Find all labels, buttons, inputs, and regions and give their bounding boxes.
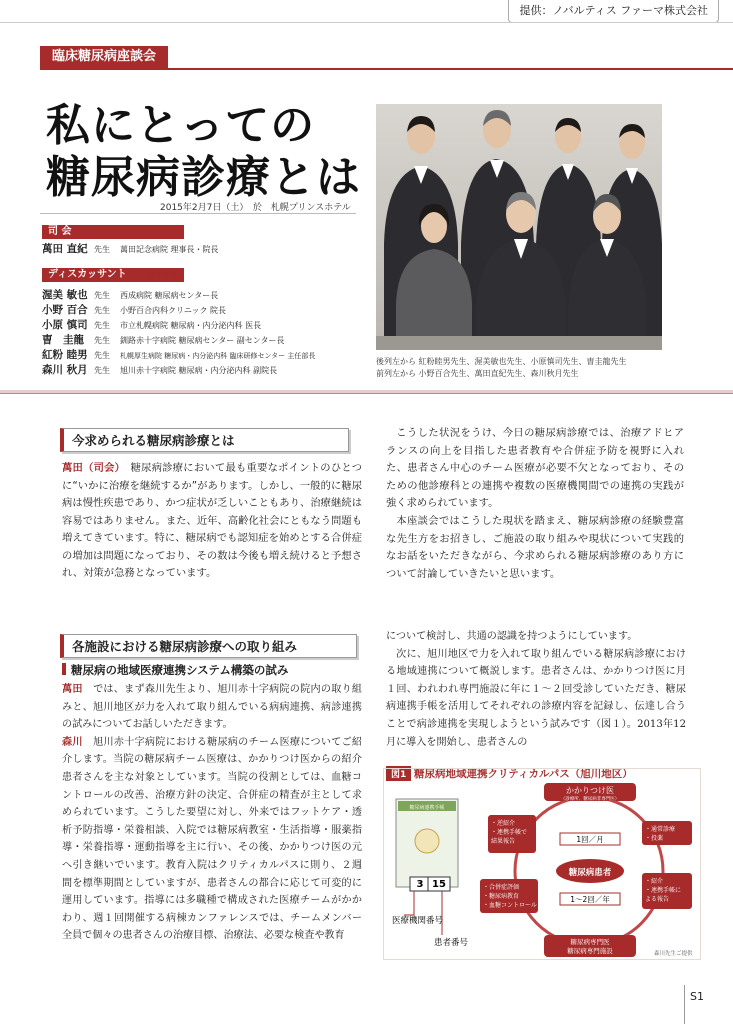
series-label: 臨床糖尿病座談会	[40, 46, 168, 68]
institution-number-label: 医療機関番号	[392, 916, 444, 926]
discussant-name: 小原 慎司	[42, 319, 88, 331]
group-photo	[376, 104, 662, 350]
subheading-bar	[62, 663, 66, 675]
section2-right-p1: について検討し、共通の認識を持つようにしています。	[386, 631, 638, 642]
discussant-honorific: 先生	[94, 306, 110, 315]
speaker-label: 萬田	[62, 684, 83, 695]
discussant-honorific: 先生	[94, 336, 110, 345]
top-node-label: かかりつけ医	[566, 786, 614, 795]
moderator-row	[42, 242, 219, 256]
discussant-name: 小野 百合	[42, 304, 88, 316]
sponsor-credit: 提供：ノバルティス ファーマ株式会社	[508, 0, 719, 23]
discussant-row	[42, 363, 277, 377]
article-title	[46, 100, 361, 204]
discussant-affiliation: 西成病院 糖尿病センター長	[120, 291, 219, 300]
date-divider	[40, 213, 356, 214]
section1-heading: 今求められる糖尿病診療とは	[60, 428, 349, 452]
discussant-honorific: 先生	[94, 291, 110, 300]
date-place: 2015年2月7日（土） 於 札幌プリンスホテル	[160, 203, 351, 213]
bottom-node-2: 糖尿病専門施設	[567, 947, 613, 955]
figure-1	[383, 768, 701, 960]
discussant-row	[42, 348, 315, 362]
right-bottom-box-text: ・紹介 ・連携手帳に よる報告	[645, 878, 682, 903]
freq-bottom: 1〜2回／年	[570, 895, 610, 904]
section1-left-text	[62, 460, 362, 583]
left-top-box-text: ・逆紹介 ・連携手帳で 結果報告	[491, 820, 528, 845]
id-left: 3	[416, 879, 424, 890]
freq-top: 1回／月	[576, 835, 604, 844]
section1-right-p1: こうした状況をうけ、今日の糖尿病診療では、治療アドヒアランスの向上を目指した患者教育や合併症予防を視野に入れた、患者さん中心のチーム医療が必要不欠となっており、そのための他診療科との連携や複数の医療機関間での連携の実践が強く求められています。	[386, 427, 684, 509]
discussant-honorific: 先生	[94, 351, 110, 360]
section2-right-text	[386, 628, 686, 751]
discussant-name: 曺 圭龍	[42, 334, 84, 346]
moderator-name: 萬田 直紀	[42, 243, 88, 255]
speaker-label: 森川	[62, 736, 83, 748]
center-node-label: 糖尿病患者	[568, 868, 612, 878]
discussant-label: ディスカッサント	[48, 269, 127, 280]
series-rule	[40, 68, 733, 70]
discussant-name: 紅粉 睦男	[42, 349, 88, 361]
discussant-row	[42, 318, 261, 332]
patient-number-label: 患者番号	[434, 938, 469, 948]
moderator-tag: 司 会	[42, 225, 184, 239]
discussant-affiliation: 札幌厚生病院 糖尿病・内分泌内科 臨床研修センター 主任部長	[120, 352, 316, 360]
top-divider	[0, 22, 733, 23]
discussant-row	[42, 288, 218, 302]
discussant-name: 渥美 敏也	[42, 289, 88, 301]
photo-caption-line-2: 前列左から 小野百合先生、萬田直紀先生、森川秋月先生	[376, 369, 579, 378]
right-top-box-text: ・通常診療 ・投薬	[645, 826, 676, 842]
discussant-honorific: 先生	[94, 366, 110, 375]
moderator-affiliation: 萬田記念病院 理事長・院長	[120, 245, 219, 254]
speaker-label: 萬田（司会）	[62, 462, 121, 474]
bottom-node-1: 糖尿病専門医	[570, 938, 610, 946]
section2-right-p2: 次に、旭川地区で力を入れて取り組んでいる糖尿病診療における地域連携について概説します。患者さんは、かかりつけ医に月１回、われわれ専門施設に年に１〜２回受診していただき、糖尿病連携手帳を活用してそれぞれの診療内容を記録し、伝達し合うことで病診連携を実現しようという試みです（図１）。2013年12月に導入を開始し、患者さんの	[386, 648, 686, 748]
discussant-row	[42, 333, 284, 347]
figure-tag: 図1	[386, 766, 411, 781]
section2-heading: 各施設における糖尿病診療への取り組み	[60, 634, 357, 658]
discussant-name: 森川 秋月	[42, 364, 88, 376]
moderator-honorific: 先生	[94, 245, 110, 254]
section2-text-2: 旭川赤十字病院における糖尿病のチーム医療についてご紹介します。当院の糖尿病チーム医療は、かかりつけ医からの紹介患者さんを主な対象としています。当院の役割としては、血糖コントロールの改善、治療方針の決定、合併症の精査が主として求められています。こうした要望に対し、外来ではフットケア・透析予防指導・栄養相談、入院では糖尿病教室・生活指導・服薬指導・栄養指導・運動指導を主に行い、その後、かかりつけ医の元へ引き継いでいます。教育入院はクリティカルパスに則り、２週間を標準期間としていますが、患者さんの都合に応じて可変的に運用しています。指導には多職種で構成された医療チームがかかわり、週１回開催する病棟カンファレンスでは、チームメンバー全員で個々の患者さんの治療目標、治療法、必要な検査や教育	[62, 736, 363, 942]
subheading-text: 糖尿病の地域医療連携システム構築の試み	[71, 663, 289, 677]
section-divider-line	[0, 393, 733, 394]
section2-text-1: では、まず森川先生より、旭川赤十字病院の院内の取り組みと、旭川地区が力を入れて取り組んでいる病病連携、病診連携の試みについてお話しいただきます。	[62, 684, 363, 731]
left-bottom-box-text: ・合併症評価 ・糖尿病教育 ・血糖コントロール	[483, 884, 537, 909]
id-right: 15	[432, 879, 446, 890]
discussant-honorific: 先生	[94, 321, 110, 330]
page-number-rule	[684, 985, 685, 1024]
section2-subheading	[62, 662, 288, 678]
page-number: S1	[690, 990, 704, 1003]
section2-left-text	[62, 681, 362, 945]
discussant-affiliation: 市立札幌病院 糖尿病・内分泌内科 医長	[120, 321, 262, 330]
group-photo-illustration	[376, 104, 662, 350]
figure-title: 糖尿病地域連携クリティカルパス（旭川地区）	[414, 768, 633, 780]
section1-right-p2: 本座談会ではこうした現状を踏まえ、糖尿病診療の経験豊富な先生方をお招きし、ご施設の取り組みや現状について実践的なお話をいただきながら、今求められる糖尿病診療のあり方について討論していきたいと思います。	[386, 515, 684, 580]
title-line-2: 糖尿病診療とは	[46, 152, 361, 203]
figure-diagram	[384, 769, 700, 959]
top-node-sub: （診療所、糖尿病非専門医）	[560, 797, 620, 802]
discussant-affiliation: 旭川赤十字病院 糖尿病・内分泌内科 副院長	[120, 366, 278, 375]
discussant-affiliation: 小野百合内科クリニック 院長	[120, 306, 227, 315]
photo-caption-line-1: 後列左から 紅粉睦男先生、渥美敏也先生、小原慎司先生、曺圭龍先生	[376, 357, 627, 366]
order-note: 五十音順	[148, 271, 176, 279]
title-line-1: 私にとっての	[46, 100, 316, 151]
discussant-row	[42, 303, 226, 317]
figure-credit: 森川先生ご提供	[654, 951, 693, 957]
notebook-label: 糖尿病連携手帳	[409, 805, 445, 811]
section1-left-body: 糖尿病診療において最も重要なポイントのひとつに“いかに治療を継続するか”があります。しかし、一般的に糖尿病は慢性疾患であり、かつ症状が乏しいこともあり、治療継続は容易ではありません。また、近年、高齢化社会にともなう問題も増えてきています。特に、糖尿病でも認知症を始めとする合併症の増加は問題になっており、その数は今後も増え続けると予想され、対策が急務となっています。	[62, 462, 363, 579]
discussant-affiliation: 釧路赤十字病院 糖尿病センター 副センター長	[120, 336, 285, 345]
